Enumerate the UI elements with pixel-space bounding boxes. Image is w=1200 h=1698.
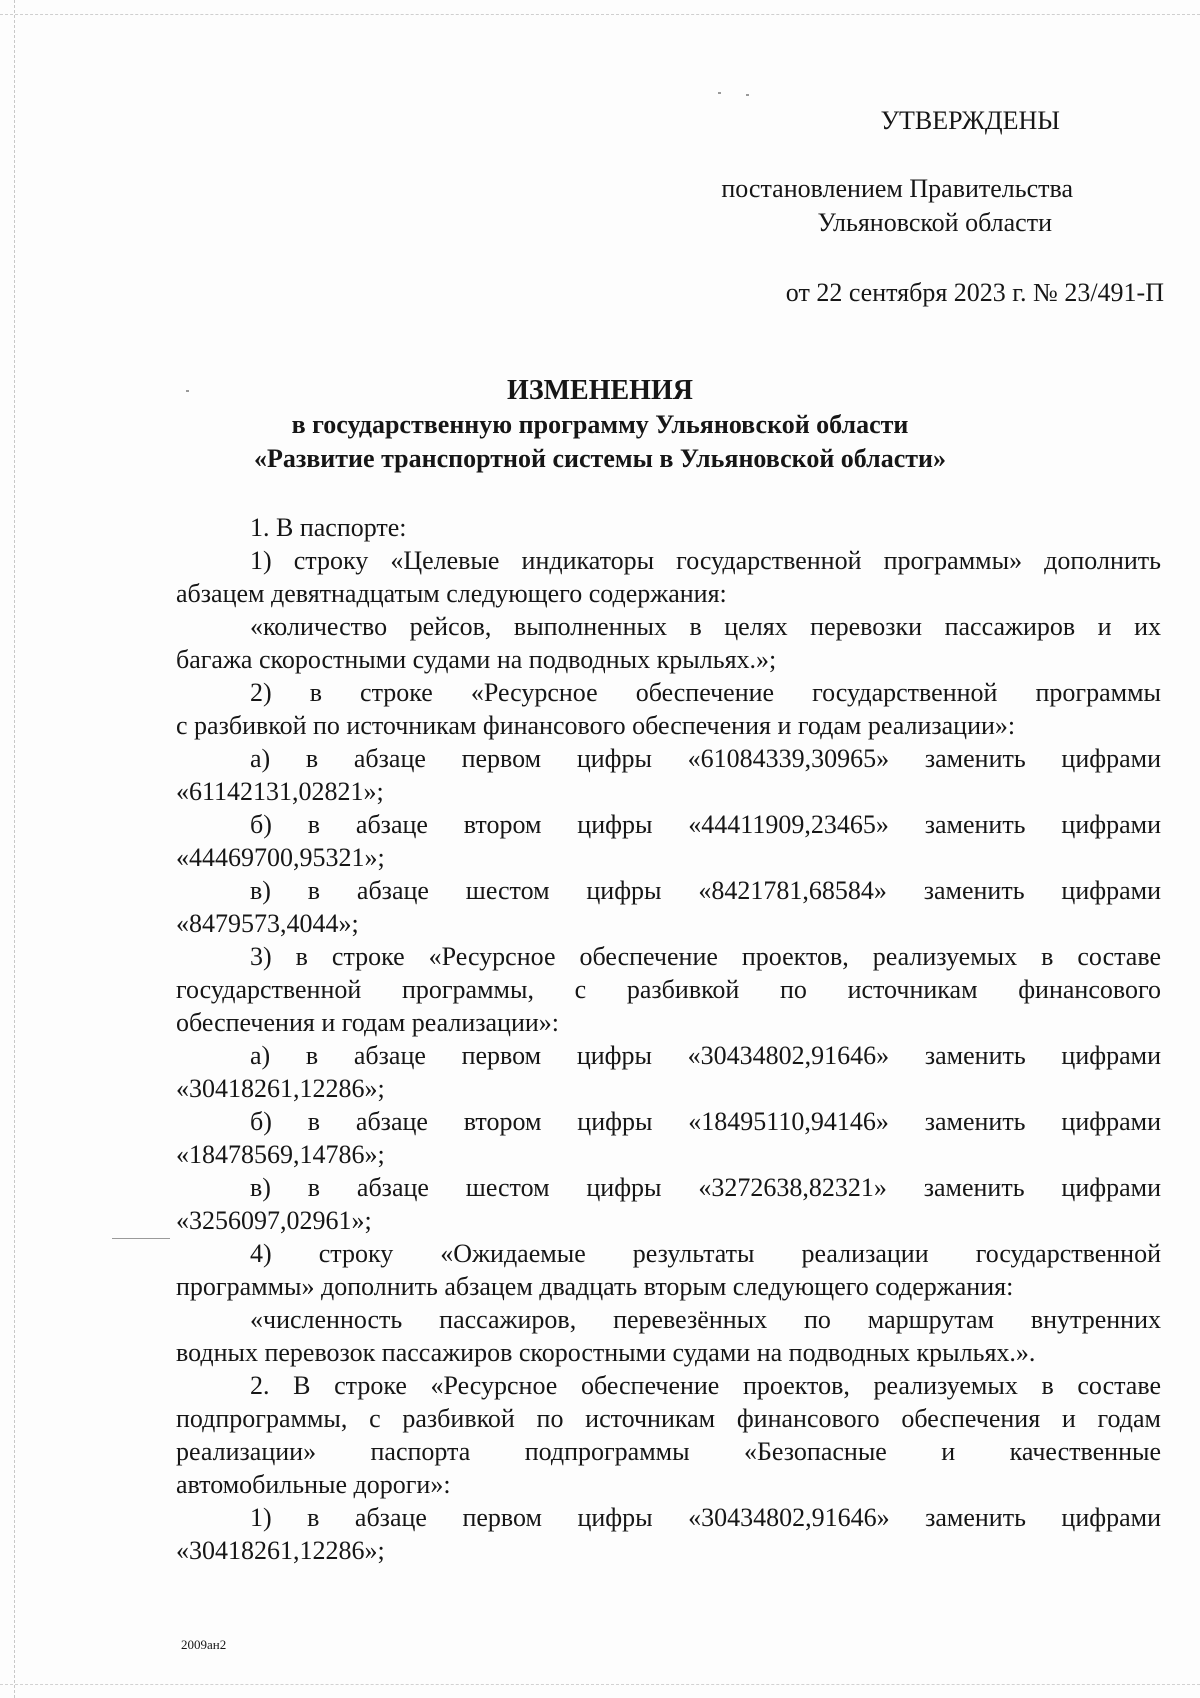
text-line: «44469700,95321»; xyxy=(176,843,385,872)
text-line: «3256097,02961»; xyxy=(176,1206,372,1235)
scan-speck xyxy=(746,94,749,96)
text-line: 2) в строке «Ресурсное обеспечение государственной программы xyxy=(250,678,1161,707)
text-line: обеспечения и годам реализации»: xyxy=(176,1008,560,1037)
text-line: «численность пассажиров, перевезённых по маршрутам внутренних xyxy=(250,1305,1161,1334)
document-code: 2009ан2 xyxy=(181,1637,227,1652)
text-line: 4) строку «Ожидаемые результаты реализации государственной xyxy=(250,1239,1161,1268)
scan-speck xyxy=(718,92,721,94)
scan-edge-left xyxy=(14,0,15,1698)
text-line: автомобильные дороги»: xyxy=(176,1470,451,1499)
text-line: с разбивкой по источникам финансового обеспечения и годам реализации»: xyxy=(176,711,1016,740)
text-line: реализации» паспорта подпрограммы «Безопасные и качественные xyxy=(176,1437,1161,1466)
text-line: в) в абзаце шестом цифры «8421781,68584» заменить цифрами xyxy=(250,876,1161,905)
approval-by-line1: постановлением Правительства xyxy=(721,174,1073,203)
text-line: 1) строку «Целевые индикаторы государственной программы» дополнить xyxy=(250,546,1161,575)
text-line: а) в абзаце первом цифры «61084339,30965» заменить цифрами xyxy=(250,744,1161,773)
text-line: 3) в строке «Ресурсное обеспечение проектов, реализуемых в составе xyxy=(250,942,1161,971)
text-line: «30418261,12286»; xyxy=(176,1074,385,1103)
text-line: 1) в абзаце первом цифры «30434802,91646» заменить цифрами xyxy=(250,1503,1161,1532)
text-line: «30418261,12286»; xyxy=(176,1536,385,1565)
document-subtitle-line2: «Развитие транспортной системы в Ульяновской области» xyxy=(253,444,947,473)
text-line: багажа скоростными судами на подводных крыльях.»; xyxy=(176,645,777,674)
text-line: абзацем девятнадцатым следующего содержания: xyxy=(176,579,727,608)
text-line: б) в абзаце втором цифры «44411909,23465» заменить цифрами xyxy=(250,810,1161,839)
text-line: а) в абзаце первом цифры «30434802,91646» заменить цифрами xyxy=(250,1041,1161,1070)
text-line: программы» дополнить абзацем двадцать вторым следующего содержания: xyxy=(176,1272,1014,1301)
text-line: б) в абзаце втором цифры «18495110,94146» заменить цифрами xyxy=(250,1107,1161,1136)
text-line: в) в абзаце шестом цифры «3272638,82321» заменить цифрами xyxy=(250,1173,1161,1202)
approval-by-line2: Ульяновской области xyxy=(817,208,1052,237)
scan-edge-bottom xyxy=(0,1684,1200,1685)
text-line: водных перевозок пассажиров скоростными судами на подводных крыльях.». xyxy=(176,1338,1036,1367)
text-line: государственной программы, с разбивкой по источникам финансового xyxy=(176,975,1161,1004)
section-1-heading: 1. В паспорте: xyxy=(250,513,407,542)
approval-date: от 22 сентября 2023 г. № 23/491-П xyxy=(785,278,1164,307)
text-line: «8479573,4044»; xyxy=(176,909,359,938)
text-line: подпрограммы, с разбивкой по источникам финансового обеспечения и годам xyxy=(176,1404,1161,1433)
scan-speck xyxy=(112,1238,170,1239)
text-line: «количество рейсов, выполненных в целях перевозки пассажиров и их xyxy=(250,612,1161,641)
section-2-heading: 2. В строке «Ресурсное обеспечение проектов, реализуемых в составе xyxy=(250,1371,1161,1400)
scan-edge-top xyxy=(0,14,1200,15)
document-title: ИЗМЕНЕНИЯ xyxy=(507,375,693,406)
text-line: «18478569,14786»; xyxy=(176,1140,385,1169)
approval-heading: УТВЕРЖДЕНЫ xyxy=(880,106,1060,135)
document-subtitle-line1: в государственную программу Ульяновской области xyxy=(291,410,909,439)
text-line: «61142131,02821»; xyxy=(176,777,384,806)
